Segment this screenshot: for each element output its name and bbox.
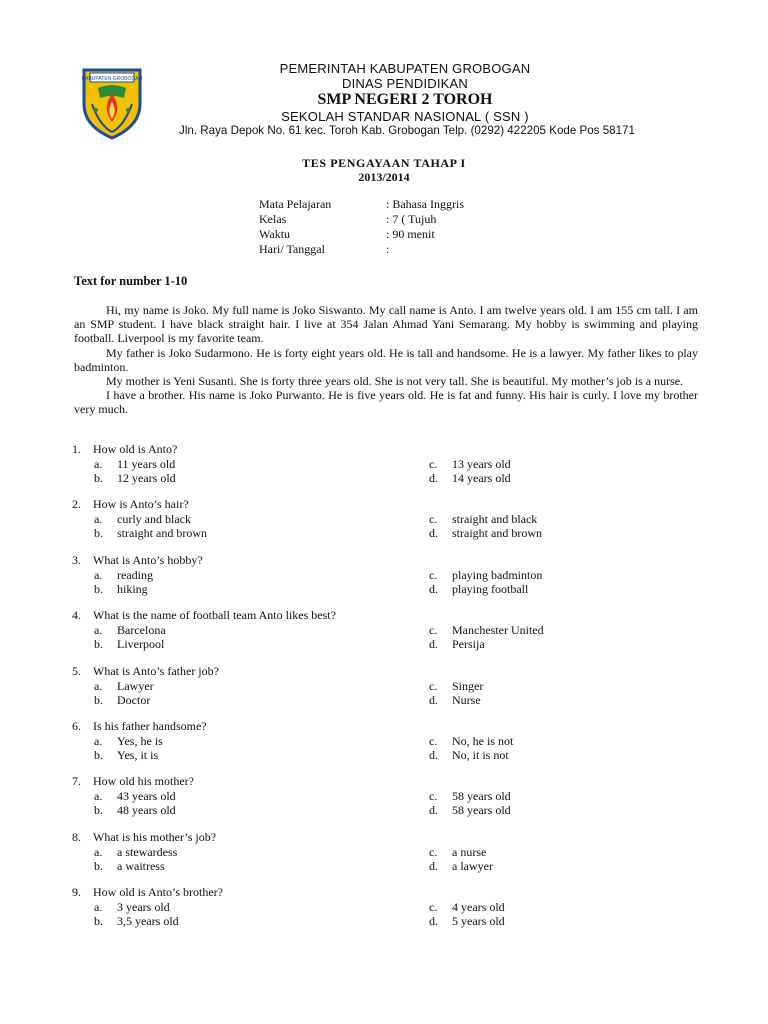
option-text: 14 years old [452, 471, 511, 485]
answer-option-c [429, 901, 505, 915]
option-text: Yes, he is [117, 733, 163, 748]
option-letter: b. [94, 858, 103, 873]
option-text: playing badminton [452, 567, 543, 582]
option-text: 58 years old [452, 789, 511, 804]
option-text: hiking [117, 581, 148, 596]
question-number: 1. [72, 442, 81, 456]
option-letter: a. [94, 512, 103, 527]
option-text: 5 years old [452, 914, 505, 929]
question-stem [72, 498, 189, 512]
option-letter: d. [429, 471, 438, 485]
answer-option-a [94, 458, 175, 472]
answer-option-b [94, 694, 150, 708]
info-label: Kelas [259, 212, 287, 226]
question-text: What is the name of football team Anto likes best? [93, 608, 336, 623]
question-stem [72, 443, 177, 457]
option-letter: d. [429, 526, 438, 541]
info-value: : 90 menit [386, 227, 435, 241]
question-text: What is Anto’s father job? [93, 663, 219, 678]
option-text: 13 years old [452, 457, 511, 471]
option-text: 3,5 years old [117, 914, 179, 929]
option-letter: b. [94, 637, 103, 652]
answer-option-a [94, 513, 191, 527]
answer-option-c [429, 624, 544, 638]
option-letter: d. [429, 637, 438, 652]
option-text: a nurse [452, 844, 487, 859]
answer-option-a [94, 790, 176, 804]
option-letter: c. [429, 844, 438, 859]
option-letter: d. [429, 581, 438, 596]
answer-option-d [429, 860, 493, 874]
option-text: Lawyer [117, 678, 154, 693]
option-text: Yes, it is [117, 747, 159, 762]
question-stem [72, 609, 336, 623]
question-number: 2. [72, 497, 81, 512]
answer-option-d [429, 694, 481, 708]
option-letter: c. [429, 789, 438, 804]
question-number: 5. [72, 663, 81, 678]
answer-option-b [94, 472, 176, 486]
option-letter: a. [94, 678, 103, 693]
question-stem [72, 831, 216, 845]
answer-option-a [94, 901, 170, 915]
option-letter: b. [94, 471, 103, 485]
option-letter: b. [94, 803, 103, 818]
answer-option-b [94, 915, 179, 929]
question-number: 7. [72, 774, 81, 789]
option-letter: b. [94, 581, 103, 596]
passage-paragraph: My mother is Yeni Susanti. She is forty three years old. She is not very tall. She is beautiful. My mother’s job is a nurse. [106, 374, 684, 389]
answer-option-d [429, 472, 511, 486]
answer-option-c [429, 569, 542, 583]
question-text: What is his mother’s job? [93, 829, 217, 844]
info-row-subject [259, 198, 464, 213]
option-text: playing football [452, 581, 529, 596]
option-text: 12 years old [117, 471, 176, 485]
option-letter: d. [429, 692, 438, 707]
option-text: 58 years old [452, 803, 511, 818]
district-emblem-logo [78, 64, 146, 140]
option-letter: c. [429, 900, 438, 915]
answer-option-b [94, 749, 158, 763]
question-text: How old is Anto? [93, 442, 178, 456]
option-letter: d. [429, 914, 438, 929]
question-text: How old is Anto’s brother? [93, 885, 223, 900]
question-stem [72, 775, 194, 789]
option-text: Persija [452, 637, 485, 652]
option-text: straight and black [452, 512, 538, 527]
option-letter: a. [94, 457, 103, 471]
answer-option-b [94, 527, 207, 541]
exam-info [259, 198, 464, 258]
logo-banner-text: KABUPATEN GROBOGAN [81, 76, 143, 82]
option-text: 3 years old [117, 900, 170, 915]
passage-paragraph: My father is Joko Sudarmono. He is forty eight years old. He is tall and handsome. He is a lawyer. My father likes to play badminton. [74, 345, 698, 374]
question-stem [72, 720, 207, 734]
answer-option-b [94, 583, 148, 597]
option-letter: b. [94, 692, 103, 707]
question-stem [72, 886, 223, 900]
reading-passage [74, 303, 698, 417]
option-text: 11 years old [117, 457, 176, 471]
answer-option-c [429, 846, 486, 860]
option-text: Barcelona [117, 623, 166, 638]
option-text: a waitress [117, 858, 165, 873]
option-letter: a. [94, 844, 103, 859]
option-letter: c. [429, 567, 438, 582]
option-text: Liverpool [117, 637, 165, 652]
option-text: a stewardess [117, 844, 178, 859]
question-number: 8. [72, 829, 81, 844]
info-row-class [259, 213, 464, 228]
option-letter: a. [94, 789, 103, 804]
option-letter: a. [94, 900, 103, 915]
option-text: reading [117, 567, 153, 582]
department-name: DINAS PENDIDIKAN [341, 76, 468, 91]
question-item [0, 665, 768, 720]
question-number: 6. [72, 718, 81, 733]
answer-option-c [429, 790, 511, 804]
question-item [0, 720, 768, 775]
question-item [0, 554, 768, 609]
answer-option-a [94, 680, 154, 694]
passage-paragraph: Hi, my name is Joko. My full name is Joko Siswanto. My call name is Anto. I am twelve years old. I am 155 cm tall. I am an SMP student. I have black straight hair. I live at 354 Jalan Ahmad Yani Semarang. My hobby is swimming and playing football. Liverpool is my favorite team. [74, 303, 698, 346]
option-letter: d. [429, 858, 438, 873]
option-letter: c. [429, 678, 438, 693]
question-item [0, 775, 768, 830]
answer-option-d [429, 583, 528, 597]
option-text: 43 years old [117, 789, 176, 804]
question-item [0, 831, 768, 886]
option-letter: c. [429, 457, 438, 471]
school-name: SMP NEGERI 2 TOROH [317, 91, 493, 108]
question-number: 3. [72, 552, 81, 567]
question-text: Is his father handsome? [93, 718, 207, 733]
answer-option-d [429, 638, 485, 652]
answer-option-c [429, 458, 511, 472]
answer-option-b [94, 638, 164, 652]
info-value: : Bahasa Inggris [386, 197, 464, 211]
option-text: Doctor [117, 692, 151, 707]
option-letter: c. [429, 512, 438, 527]
question-text: What is Anto’s hobby? [93, 552, 203, 567]
question-item [0, 609, 768, 664]
option-text: curly and black [117, 512, 191, 527]
test-title-block [0, 156, 768, 184]
school-address: Jln. Raya Depok No. 61 kec. Toroh Kab. Grobogan Telp. (0292) 422205 Kode Pos 58171 [179, 124, 635, 137]
option-letter: a. [94, 623, 103, 638]
option-letter: d. [429, 747, 438, 762]
option-text: Manchester United [452, 623, 544, 638]
info-label: Waktu [259, 227, 291, 241]
answer-option-a [94, 735, 163, 749]
answer-option-d [429, 804, 511, 818]
answer-option-c [429, 513, 537, 527]
answer-option-a [94, 846, 177, 860]
info-row-time [259, 228, 464, 243]
question-item [0, 443, 768, 498]
option-letter: d. [429, 803, 438, 818]
option-letter: a. [94, 733, 103, 748]
answer-option-b [94, 804, 176, 818]
option-text: No, he is not [452, 733, 514, 748]
answer-option-b [94, 860, 165, 874]
answer-option-c [429, 735, 513, 749]
option-letter: b. [94, 526, 103, 541]
test-title: TES PENGAYAAN TAHAP I [302, 156, 466, 170]
option-text: Nurse [452, 692, 481, 707]
answer-option-c [429, 680, 483, 694]
answer-option-a [94, 569, 153, 583]
option-text: a lawyer [452, 858, 493, 873]
question-number: 4. [72, 608, 81, 623]
question-item [0, 886, 768, 941]
answer-option-d [429, 915, 505, 929]
option-text: straight and brown [452, 526, 542, 541]
option-text: No, it is not [452, 747, 509, 762]
option-letter: b. [94, 914, 103, 929]
option-text: 48 years old [117, 803, 176, 818]
answer-option-a [94, 624, 166, 638]
question-text: How old his mother? [93, 774, 194, 789]
option-letter: c. [429, 623, 438, 638]
question-number: 9. [72, 885, 81, 900]
government-name: PEMERINTAH KABUPATEN GROBOGAN [279, 61, 531, 76]
passage-paragraph: I have a brother. His name is Joko Purwanto. He is five years old. He is fat and funny. His hair is curly. I love my brother very much. [74, 388, 698, 417]
info-label: Hari/ Tanggal [259, 242, 325, 256]
school-standard: SEKOLAH STANDAR NASIONAL ( SSN ) [281, 109, 529, 124]
test-year: 2013/2014 [358, 170, 410, 184]
question-stem [72, 554, 203, 568]
option-letter: c. [429, 733, 438, 748]
info-value: : [386, 242, 390, 256]
answer-option-d [429, 749, 509, 763]
reading-text-heading: Text for number 1-10 [74, 274, 188, 288]
question-item [0, 498, 768, 553]
option-letter: a. [94, 567, 103, 582]
info-label: Mata Pelajaran [259, 197, 332, 211]
option-text: 4 years old [452, 900, 505, 915]
question-text: How is Anto’s hair? [93, 497, 189, 512]
question-list [0, 443, 768, 942]
answer-option-d [429, 527, 542, 541]
option-text: straight and brown [117, 526, 207, 541]
question-stem [72, 665, 219, 679]
letterhead [150, 61, 660, 124]
info-value: : 7 ( Tujuh [386, 212, 437, 226]
option-text: Singer [452, 678, 484, 693]
option-letter: b. [94, 747, 103, 762]
info-row-date [259, 243, 464, 258]
